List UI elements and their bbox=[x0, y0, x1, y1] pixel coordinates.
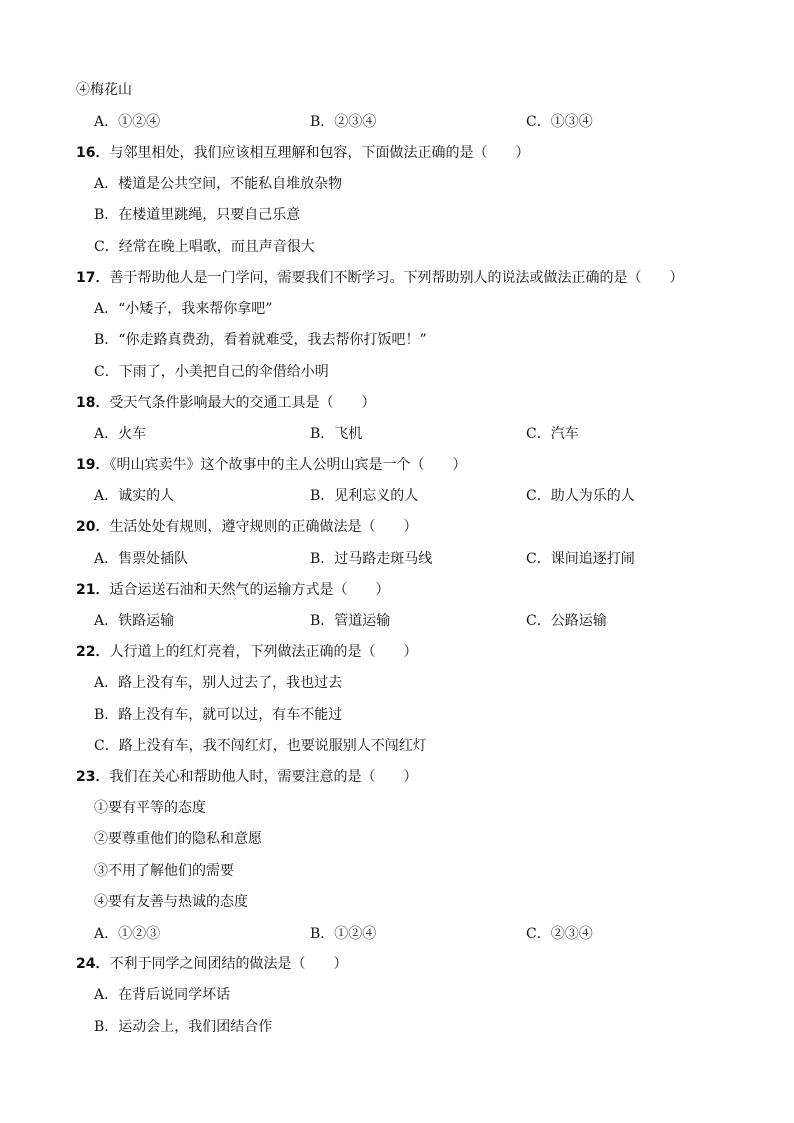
question-text: 受天气条件影响最大的交通工具是（ ） bbox=[109, 395, 376, 411]
q21-option-b[interactable]: B．管道运输 bbox=[310, 613, 391, 629]
question-text: 适合运送石油和天然气的运输方式是（ ） bbox=[109, 582, 390, 598]
q23-item-4: ④要有友善与热诚的态度 bbox=[94, 894, 248, 910]
question-number: 18． bbox=[76, 395, 110, 411]
question-text: 人行道上的红灯亮着，下列做法正确的是（ ） bbox=[109, 644, 418, 660]
q24-option-b[interactable]: B．运动会上，我们团结合作 bbox=[94, 1019, 273, 1035]
q17-option-c[interactable]: C．下雨了，小美把自己的伞借给小明 bbox=[94, 364, 329, 380]
q24-option-a[interactable]: A．在背后说同学坏话 bbox=[94, 987, 231, 1003]
q15-option-c[interactable]: C．①③④ bbox=[526, 114, 593, 130]
question-24 bbox=[76, 954, 347, 974]
q18-option-c[interactable]: C．汽车 bbox=[526, 426, 579, 442]
q23-option-b[interactable]: B．①②④ bbox=[310, 926, 377, 942]
question-23 bbox=[76, 767, 417, 787]
q18-option-b[interactable]: B．飞机 bbox=[310, 426, 363, 442]
q16-option-b[interactable]: B．在楼道里跳绳，只要自己乐意 bbox=[94, 207, 301, 223]
q23-item-3: ③不用了解他们的需要 bbox=[94, 863, 234, 879]
q23-item-2: ②要尊重他们的隐私和意愿 bbox=[94, 831, 262, 847]
question-text: 与邻里相处，我们应该相互理解和包容，下面做法正确的是（ ） bbox=[109, 145, 530, 161]
question-18 bbox=[76, 393, 375, 413]
q19-option-b[interactable]: B．见利忘义的人 bbox=[310, 488, 419, 504]
question-text: 《明山宾卖牛》这个故事中的主人公明山宾是一个（ ） bbox=[109, 457, 467, 473]
question-22 bbox=[76, 642, 417, 662]
question-19 bbox=[76, 455, 466, 475]
q19-option-a[interactable]: A．诚实的人 bbox=[94, 488, 175, 504]
q20-options bbox=[0, 549, 794, 569]
q16-option-a[interactable]: A．楼道是公共空间，不能私自堆放杂物 bbox=[94, 176, 343, 192]
question-number: 23． bbox=[76, 769, 110, 785]
question-number: 16． bbox=[76, 145, 110, 161]
q15-option-b[interactable]: B．②③④ bbox=[310, 114, 377, 130]
question-text: 生活处处有规则，遵守规则的正确做法是（ ） bbox=[109, 519, 418, 535]
q19-options bbox=[0, 486, 794, 506]
q20-option-c[interactable]: C．课间追逐打闹 bbox=[526, 551, 635, 567]
question-number: 19． bbox=[76, 457, 110, 473]
q23-item-1: ①要有平等的态度 bbox=[94, 800, 206, 816]
question-16 bbox=[76, 143, 529, 163]
q17-option-b[interactable]: B．“你走路真费劲，看着就难受，我去帮你打饭吧！” bbox=[94, 332, 427, 348]
question-21 bbox=[76, 580, 389, 600]
question-17 bbox=[76, 268, 683, 288]
question-number: 24． bbox=[76, 956, 110, 972]
q21-option-c[interactable]: C．公路运输 bbox=[526, 613, 607, 629]
question-text: 我们在关心和帮助他人时，需要注意的是（ ） bbox=[109, 769, 418, 785]
q18-options bbox=[0, 424, 794, 444]
q21-option-a[interactable]: A．铁路运输 bbox=[94, 613, 175, 629]
question-number: 22． bbox=[76, 644, 110, 660]
question-number: 17． bbox=[76, 270, 110, 286]
q15-item-4: ④梅花山 bbox=[76, 82, 132, 98]
question-number: 21． bbox=[76, 582, 110, 598]
q20-option-b[interactable]: B．过马路走斑马线 bbox=[310, 551, 433, 567]
q18-option-a[interactable]: A．火车 bbox=[94, 426, 147, 442]
question-number: 20． bbox=[76, 519, 110, 535]
q19-option-c[interactable]: C．助人为乐的人 bbox=[526, 488, 635, 504]
q20-option-a[interactable]: A．售票处插队 bbox=[94, 551, 189, 567]
question-20 bbox=[76, 517, 417, 537]
q15-option-a[interactable]: A．①②④ bbox=[94, 114, 161, 130]
q23-options bbox=[0, 924, 794, 944]
question-text: 不利于同学之间团结的做法是（ ） bbox=[109, 956, 348, 972]
q22-option-a[interactable]: A．路上没有车，别人过去了，我也过去 bbox=[94, 675, 343, 691]
q22-option-b[interactable]: B．路上没有车，就可以过，有车不能过 bbox=[94, 707, 343, 723]
q15-options bbox=[0, 112, 794, 132]
question-text: 善于帮助他人是一门学问，需要我们不断学习。下列帮助别人的说法或做法正确的是（ ） bbox=[109, 270, 684, 286]
q23-option-c[interactable]: C．②③④ bbox=[526, 926, 593, 942]
q22-option-c[interactable]: C．路上没有车，我不闯红灯，也要说服别人不闯红灯 bbox=[94, 738, 427, 754]
q21-options bbox=[0, 611, 794, 631]
q16-option-c[interactable]: C．经常在晚上唱歌，而且声音很大 bbox=[94, 239, 315, 255]
q23-option-a[interactable]: A．①②③ bbox=[94, 926, 161, 942]
q17-option-a[interactable]: A．“小矮子，我来帮你拿吧” bbox=[94, 301, 273, 317]
